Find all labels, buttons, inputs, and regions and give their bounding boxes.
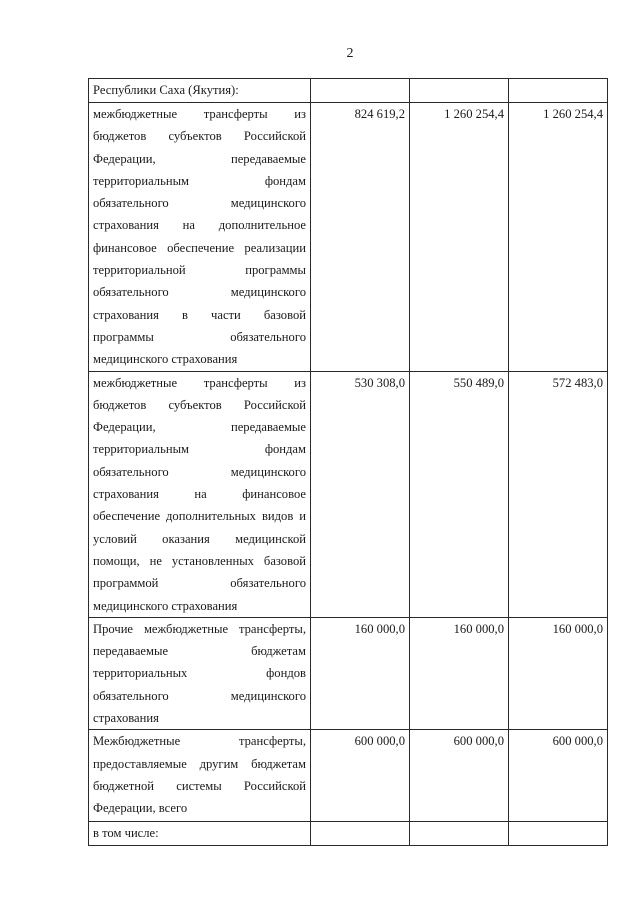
value-year-2: 550 489,0: [410, 371, 509, 617]
value-year-1: 600 000,0: [311, 730, 410, 822]
value-year-3: 600 000,0: [509, 730, 608, 822]
value-year-2: 160 000,0: [410, 617, 509, 729]
value-year-2: 600 000,0: [410, 730, 509, 822]
value-year-3: [509, 822, 608, 846]
page-number: 2: [346, 46, 354, 61]
value-year-1: 530 308,0: [311, 371, 410, 617]
table-row: [89, 79, 608, 103]
table-row: [89, 371, 608, 617]
row-description: в том числе:: [89, 822, 311, 846]
row-description: Прочие межбюджетные трансферты, передаваемые бюджетам территориальных фондов обязательного медицинского страхования: [89, 617, 311, 729]
value-year-2: [410, 79, 509, 103]
row-description: межбюджетные трансферты из бюджетов субъектов Российской Федерации, передаваемые территориальным фондам обязательного медицинского страхования на дополнительное финансовое обеспечение реализации территориальной программы обязательного медицинского страхования в части базовой программы обязательного медицинского страхования: [89, 103, 311, 372]
value-year-1: 824 619,2: [311, 103, 410, 372]
table-row: [89, 103, 608, 372]
table-row: [89, 617, 608, 729]
row-description: Республики Саха (Якутия):: [89, 79, 311, 103]
value-year-3: [509, 79, 608, 103]
table-row: [89, 730, 608, 822]
row-description: межбюджетные трансферты из бюджетов субъектов Российской Федерации, передаваемые территориальным фондам обязательного медицинского страхования на финансовое обеспечение дополнительных видов и условий оказания медицинской помощи, не установленных базовой программой обязательного медицинского страхования: [89, 371, 311, 617]
value-year-2: 1 260 254,4: [410, 103, 509, 372]
value-year-3: 572 483,0: [509, 371, 608, 617]
value-year-2: [410, 822, 509, 846]
value-year-3: 160 000,0: [509, 617, 608, 729]
value-year-3: 1 260 254,4: [509, 103, 608, 372]
budget-table: [88, 78, 608, 846]
value-year-1: [311, 822, 410, 846]
table-row: [89, 822, 608, 846]
value-year-1: [311, 79, 410, 103]
row-description: Межбюджетные трансферты, предоставляемые другим бюджетам бюджетной системы Российской Федерации, всего: [89, 730, 311, 822]
value-year-1: 160 000,0: [311, 617, 410, 729]
